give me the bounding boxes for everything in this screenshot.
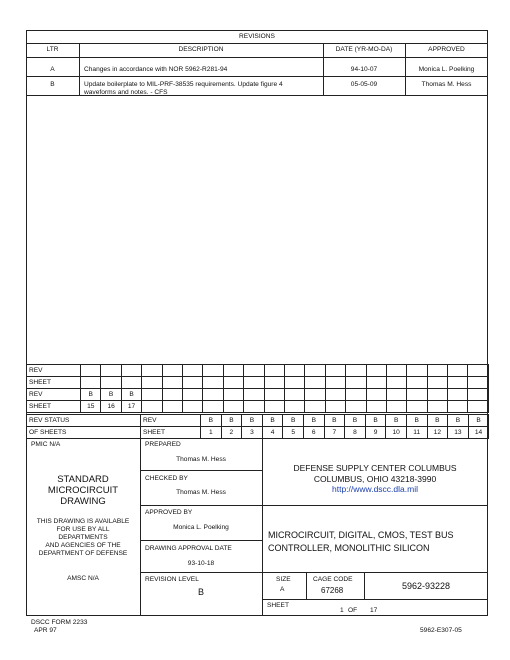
sheet-cell: 7: [324, 427, 345, 439]
form-date: APR 97: [34, 627, 57, 634]
sheet-cell: 11: [406, 427, 427, 439]
sheet-label: SHEET: [267, 602, 289, 609]
sheet-cell: 5: [283, 427, 304, 439]
row-label: REV: [27, 389, 81, 401]
sheet-total: 17: [370, 607, 378, 614]
sheet-label: SHEET: [141, 427, 201, 439]
availability-line2: FOR USE BY ALL: [56, 526, 110, 533]
pmic-label: PMIC N/A: [31, 441, 61, 448]
rev-cell: B: [303, 415, 324, 427]
col-date-header: DATE (YR-MO-DA): [335, 46, 393, 53]
col-approved-header: APPROVED: [428, 46, 465, 53]
col-ltr-header: LTR: [46, 46, 59, 53]
checked-label: CHECKED BY: [145, 475, 188, 482]
sheet-cell: 2: [221, 427, 242, 439]
sheet-cell: 4: [262, 427, 283, 439]
drawing-title-line2: CONTROLLER, MONOLITHIC SILICON: [268, 543, 430, 553]
document-code: 5962-E307-05: [420, 627, 462, 634]
prepared-by: Thomas M. Hess: [176, 456, 226, 463]
rev-cell: B: [386, 415, 407, 427]
revision-date: 05-05-09: [350, 81, 378, 88]
rev-cell: B: [242, 415, 263, 427]
drawing-number: 5962-93228: [401, 581, 451, 591]
rev-cell: B: [448, 415, 469, 427]
amsc-label: AMSC N/A: [67, 575, 99, 582]
revision-approver: Monica L. Poelking: [418, 66, 475, 73]
availability-line1: THIS DRAWING IS AVAILABLE: [36, 518, 130, 525]
revision-description: Changes in accordance with NOR 5962-R281-94: [84, 66, 228, 73]
rev-status-label: REV STATUS: [27, 415, 141, 427]
revision-level: B: [197, 587, 204, 597]
revision-approver: Thomas M. Hess: [421, 81, 472, 88]
standard-title-line1: STANDARD: [57, 474, 109, 485]
sheet-cell: 14: [468, 427, 489, 439]
revision-description-cont: waveforms and notes. - CFS: [84, 89, 168, 96]
rev-cell: B: [121, 389, 141, 401]
availability-line5: DEPARTMENT OF DEFENSE: [38, 550, 128, 557]
sheet-cell: 1: [201, 427, 222, 439]
row-label: REV: [27, 365, 81, 377]
rev-cell: B: [365, 415, 386, 427]
availability-line3: DEPARTMENTS: [58, 534, 108, 541]
cage-code-label: CAGE CODE: [313, 576, 353, 583]
availability-line4: AND AGENCIES OF THE: [45, 542, 121, 549]
approved-by: Monica L. Poelking: [173, 524, 229, 531]
standard-title-line2: MICROCIRCUIT: [47, 485, 119, 496]
rev-cell: B: [406, 415, 427, 427]
sheet-cell: 8: [345, 427, 366, 439]
sheet-cell: 3: [242, 427, 263, 439]
sheet-number: 1: [340, 607, 344, 614]
sheet-cell: 15: [81, 401, 101, 413]
rev-status-grid: [26, 414, 489, 439]
of-label: OF: [348, 607, 358, 614]
approval-date: 93-10-18: [187, 560, 215, 567]
prepared-label: PREPARED: [145, 441, 181, 448]
sheet-cell: 12: [427, 427, 448, 439]
of-sheets-label: OF SHEETS: [27, 427, 141, 439]
rev-cell: B: [427, 415, 448, 427]
sheet-cell: 9: [365, 427, 386, 439]
size-label: SIZE: [276, 576, 291, 583]
upper-status-grid: [26, 364, 489, 413]
rev-cell: B: [324, 415, 345, 427]
revision-date: 94-10-07: [350, 66, 378, 73]
checked-by: Thomas M. Hess: [176, 489, 226, 496]
agency-url-link[interactable]: http://www.dscc.dla.mil: [332, 484, 418, 494]
approval-date-label: DRAWING APPROVAL DATE: [145, 545, 232, 552]
size-value: A: [280, 586, 285, 593]
drawing-title-line1: MICROCIRCUIT, DIGITAL, CMOS, TEST BUS: [268, 530, 454, 540]
rev-cell: B: [201, 415, 222, 427]
rev-cell: B: [262, 415, 283, 427]
revision-ltr: A: [50, 66, 55, 73]
sheet-cell: 10: [386, 427, 407, 439]
rev-cell: B: [345, 415, 366, 427]
rev-cell: B: [221, 415, 242, 427]
form-number: DSCC FORM 2233: [31, 619, 88, 626]
sheet-cell: 6: [303, 427, 324, 439]
agency-address: COLUMBUS, OHIO 43218-3990: [313, 474, 437, 484]
approved-label: APPROVED BY: [145, 509, 193, 516]
standard-title-line3: DRAWING: [60, 496, 106, 507]
col-description-header: DESCRIPTION: [178, 46, 224, 53]
row-label: SHEET: [27, 377, 81, 389]
revision-level-label: REVISION LEVEL: [145, 576, 199, 583]
revision-ltr: B: [50, 81, 55, 88]
revisions-title: REVISIONS: [239, 33, 275, 40]
rev-label: REV: [141, 415, 201, 427]
rev-cell: B: [468, 415, 489, 427]
rev-cell: B: [283, 415, 304, 427]
cage-code-value: 67268: [321, 586, 344, 595]
revision-description: Update boilerplate to MIL-PRF-38535 requirements. Update figure 4: [84, 81, 283, 88]
agency-name: DEFENSE SUPPLY CENTER COLUMBUS: [293, 463, 457, 473]
rev-cell: B: [81, 389, 101, 401]
row-label: SHEET: [27, 401, 81, 413]
rev-cell: B: [101, 389, 121, 401]
sheet-cell: 17: [121, 401, 141, 413]
sheet-cell: 16: [101, 401, 121, 413]
sheet-cell: 13: [448, 427, 469, 439]
